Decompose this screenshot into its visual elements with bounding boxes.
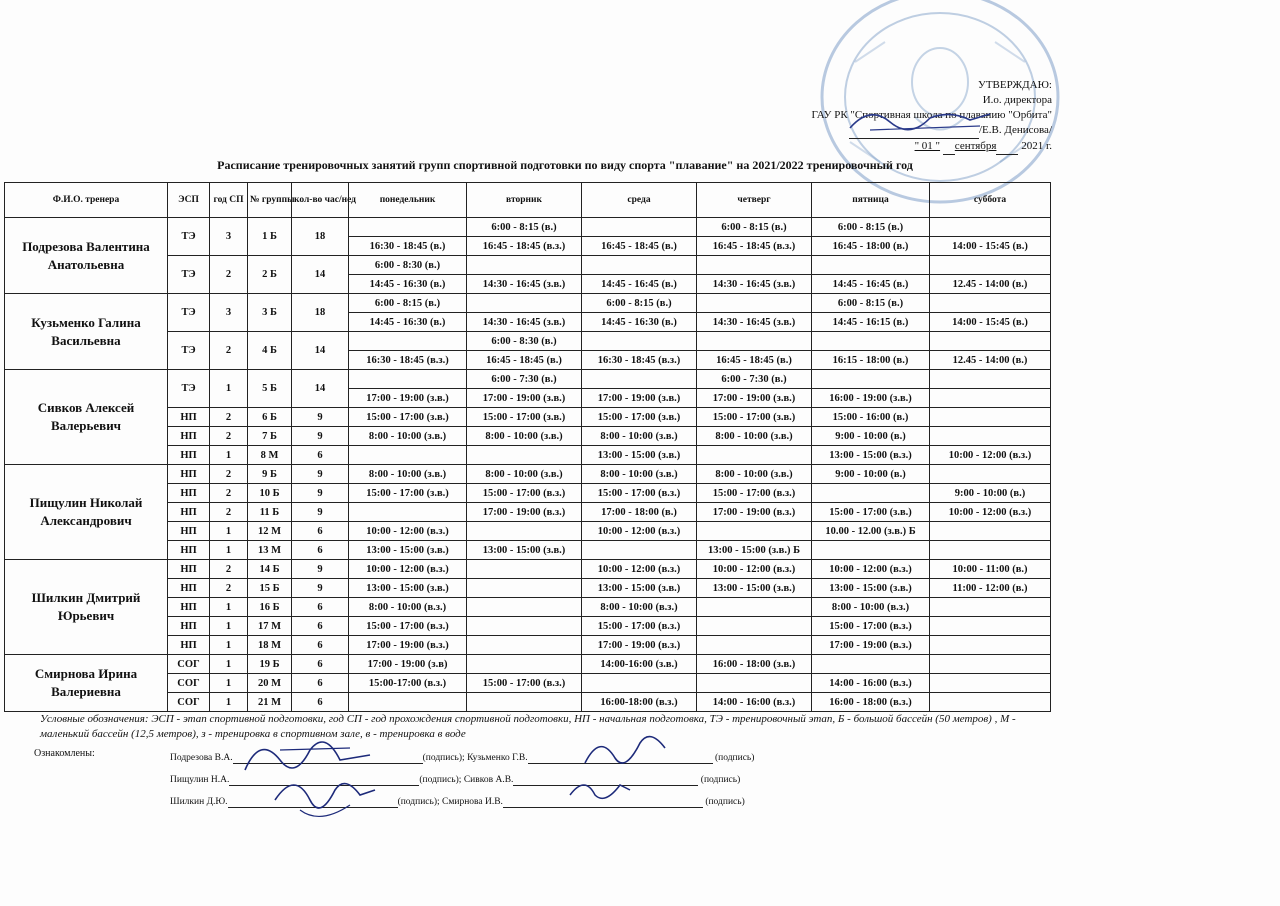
schedule-cell-monday xyxy=(349,446,467,465)
schedule-cell-friday: 10:00 - 12:00 (в.з.) xyxy=(812,560,930,579)
legend-text: Условные обозначения: ЭСП - этап спортивной подготовки, год СП - год прохождения спортивной подготовки, НП - начальная подготовка, ТЭ - тренировочный этап, Б - большой бассейн (50 метров) , М - маленький бассейн (12,5 метров), з - тренировка в спортивном зале, в - тренировка в воде xyxy=(40,713,1016,740)
schedule-cell-friday: 16:00 - 19:00 (з.в.) xyxy=(812,389,930,408)
schedule-cell-thursday xyxy=(697,256,812,275)
director-signature xyxy=(840,100,1000,140)
schedule-cell-wednesday: 8:00 - 10:00 (в.з.) xyxy=(582,598,697,617)
schedule-cell-thursday: 15:00 - 17:00 (з.в.) xyxy=(697,408,812,427)
schedule-cell-monday xyxy=(349,332,467,351)
schedule-cell-wednesday xyxy=(582,674,697,693)
sp-year: 3 xyxy=(210,218,248,256)
hours-per-week: 6 xyxy=(292,693,349,712)
document-title: Расписание тренировочных занятий групп спортивной подготовки по виду спорта "плавание" на 2021/2022 тренировочный год xyxy=(217,158,913,172)
schedule-cell-wednesday: 16:00-18:00 (в.з.) xyxy=(582,693,697,712)
schedule-cell-saturday xyxy=(930,636,1051,655)
schedule-cell-saturday xyxy=(930,370,1051,389)
schedule-cell-tuesday: 6:00 - 8:15 (в.) xyxy=(467,218,582,237)
group-number: 8 М xyxy=(248,446,292,465)
schedule-cell-saturday xyxy=(930,218,1051,237)
hours-per-week: 18 xyxy=(292,294,349,332)
group-number: 14 Б xyxy=(248,560,292,579)
schedule-cell-friday xyxy=(812,332,930,351)
group-number: 11 Б xyxy=(248,503,292,522)
group-number: 10 Б xyxy=(248,484,292,503)
schedule-cell-saturday xyxy=(930,332,1051,351)
esp: СОГ xyxy=(168,674,210,693)
schedule-cell-tuesday xyxy=(467,446,582,465)
schedule-cell-monday: 14:45 - 16:30 (в.) xyxy=(349,313,467,332)
schedule-cell-saturday xyxy=(930,427,1051,446)
schedule-cell-thursday xyxy=(697,522,812,541)
hours-per-week: 9 xyxy=(292,465,349,484)
esp: НП xyxy=(168,541,210,560)
esp: ТЭ xyxy=(168,332,210,370)
schedule-cell-monday: 17:00 - 19:00 (з.в.) xyxy=(349,389,467,408)
schedule-cell-wednesday: 13:00 - 15:00 (з.в.) xyxy=(582,579,697,598)
sp-year: 1 xyxy=(210,522,248,541)
schedule-cell-monday: 13:00 - 15:00 (з.в.) xyxy=(349,579,467,598)
schedule-cell-friday: 16:00 - 18:00 (в.з.) xyxy=(812,693,930,712)
schedule-cell-thursday: 16:45 - 18:45 (в.) xyxy=(697,351,812,370)
hours-per-week: 9 xyxy=(292,560,349,579)
schedule-cell-tuesday: 6:00 - 7:30 (в.) xyxy=(467,370,582,389)
schedule-cell-friday: 14:45 - 16:15 (в.) xyxy=(812,313,930,332)
schedule-cell-wednesday: 17:00 - 18:00 (в.) xyxy=(582,503,697,522)
approval-date-day: " 01 " xyxy=(914,140,941,152)
schedule-cell-monday: 16:30 - 18:45 (в.) xyxy=(349,237,467,256)
schedule-cell-tuesday: 6:00 - 8:30 (в.) xyxy=(467,332,582,351)
schedule-cell-wednesday: 8:00 - 10:00 (з.в.) xyxy=(582,465,697,484)
signature-label: (подпись); xyxy=(397,797,440,807)
schedule-cell-monday: 13:00 - 15:00 (з.в.) xyxy=(349,541,467,560)
schedule-cell-thursday: 16:00 - 18:00 (з.в.) xyxy=(697,655,812,674)
schedule-cell-friday: 16:45 - 18:00 (в.) xyxy=(812,237,930,256)
schedule-cell-friday xyxy=(812,655,930,674)
schedule-cell-saturday: 10:00 - 12:00 (в.з.) xyxy=(930,503,1051,522)
schedule-cell-thursday: 6:00 - 8:15 (в.) xyxy=(697,218,812,237)
schedule-cell-monday xyxy=(349,693,467,712)
schedule-cell-tuesday: 16:45 - 18:45 (в.з.) xyxy=(467,237,582,256)
schedule-cell-tuesday: 14:30 - 16:45 (з.в.) xyxy=(467,313,582,332)
group-number: 1 Б xyxy=(248,218,292,256)
group-number: 5 Б xyxy=(248,370,292,408)
schedule-cell-saturday xyxy=(930,522,1051,541)
schedule-cell-wednesday: 17:00 - 19:00 (з.в.) xyxy=(582,389,697,408)
header-saturday: суббота xyxy=(930,183,1051,218)
table-row xyxy=(5,560,1051,579)
schedule-cell-thursday xyxy=(697,446,812,465)
esp: НП xyxy=(168,579,210,598)
approval-line-2: И.о. директора xyxy=(982,94,1052,106)
signer-name: Шилкин Д.Ю. xyxy=(170,797,228,807)
schedule-cell-friday: 17:00 - 19:00 (в.з.) xyxy=(812,636,930,655)
hours-per-week: 9 xyxy=(292,484,349,503)
hours-per-week: 9 xyxy=(292,503,349,522)
schedule-cell-saturday xyxy=(930,617,1051,636)
schedule-cell-thursday: 14:00 - 16:00 (в.з.) xyxy=(697,693,812,712)
schedule-cell-wednesday: 15:00 - 17:00 (з.в.) xyxy=(582,408,697,427)
schedule-cell-saturday xyxy=(930,256,1051,275)
schedule-cell-thursday: 16:45 - 18:45 (в.з.) xyxy=(697,237,812,256)
sp-year: 2 xyxy=(210,560,248,579)
hours-per-week: 14 xyxy=(292,332,349,370)
esp: СОГ xyxy=(168,693,210,712)
signature-line xyxy=(170,753,754,764)
schedule-cell-tuesday xyxy=(467,560,582,579)
schedule-cell-friday: 16:15 - 18:00 (в.) xyxy=(812,351,930,370)
table-row xyxy=(5,655,1051,674)
schedule-cell-friday: 6:00 - 8:15 (в.) xyxy=(812,218,930,237)
esp: ТЭ xyxy=(168,218,210,256)
schedule-cell-tuesday xyxy=(467,617,582,636)
table-row xyxy=(5,218,1051,237)
group-number: 17 М xyxy=(248,617,292,636)
schedule-cell-wednesday: 14:45 - 16:45 (в.) xyxy=(582,275,697,294)
schedule-cell-tuesday: 17:00 - 19:00 (з.в.) xyxy=(467,389,582,408)
schedule-cell-tuesday: 15:00 - 17:00 (в.з.) xyxy=(467,674,582,693)
group-number: 18 М xyxy=(248,636,292,655)
sp-year: 3 xyxy=(210,294,248,332)
schedule-cell-tuesday xyxy=(467,579,582,598)
schedule-cell-monday xyxy=(349,370,467,389)
schedule-cell-thursday xyxy=(697,636,812,655)
schedule-cell-friday: 13:00 - 15:00 (в.з.) xyxy=(812,446,930,465)
schedule-cell-friday: 10.00 - 12.00 (з.в.) Б xyxy=(812,522,930,541)
schedule-cell-friday xyxy=(812,370,930,389)
schedule-cell-monday: 8:00 - 10:00 (з.в.) xyxy=(349,465,467,484)
schedule-cell-friday: 9:00 - 10:00 (в.) xyxy=(812,465,930,484)
hours-per-week: 6 xyxy=(292,522,349,541)
schedule-cell-thursday: 10:00 - 12:00 (в.з.) xyxy=(697,560,812,579)
schedule-cell-monday: 10:00 - 12:00 (в.з.) xyxy=(349,522,467,541)
hours-per-week: 6 xyxy=(292,636,349,655)
header-sp-year: год СП xyxy=(210,183,248,218)
schedule-cell-monday: 16:30 - 18:45 (в.з.) xyxy=(349,351,467,370)
schedule-cell-wednesday: 15:00 - 17:00 (в.з.) xyxy=(582,484,697,503)
hours-per-week: 6 xyxy=(292,674,349,693)
signer-name: Кузьменко Г.В. xyxy=(467,753,528,763)
schedule-cell-saturday: 9:00 - 10:00 (в.) xyxy=(930,484,1051,503)
schedule-cell-wednesday: 13:00 - 15:00 (з.в.) xyxy=(582,446,697,465)
sp-year: 2 xyxy=(210,465,248,484)
esp: НП xyxy=(168,503,210,522)
table-header-row xyxy=(5,183,1051,218)
schedule-cell-monday: 17:00 - 19:00 (з.в) xyxy=(349,655,467,674)
signer-name: Пищулин Н.А. xyxy=(170,775,230,785)
hours-per-week: 18 xyxy=(292,218,349,256)
group-number: 16 Б xyxy=(248,598,292,617)
group-number: 9 Б xyxy=(248,465,292,484)
schedule-cell-thursday: 13:00 - 15:00 (з.в.) xyxy=(697,579,812,598)
approval-date-month: сентября xyxy=(954,140,997,152)
signature-label: (подпись); xyxy=(419,775,462,785)
sp-year: 2 xyxy=(210,332,248,370)
schedule-cell-thursday: 13:00 - 15:00 (з.в.) Б xyxy=(697,541,812,560)
coach-name: Подрезова Валентина Анатольевна xyxy=(5,218,168,294)
sp-year: 1 xyxy=(210,617,248,636)
header-friday: пятница xyxy=(812,183,930,218)
schedule-cell-wednesday: 14:45 - 16:30 (в.) xyxy=(582,313,697,332)
schedule-cell-tuesday xyxy=(467,693,582,712)
schedule-cell-friday: 6:00 - 8:15 (в.) xyxy=(812,294,930,313)
approval-date xyxy=(732,139,1052,155)
sp-year: 1 xyxy=(210,693,248,712)
esp: НП xyxy=(168,408,210,427)
hours-per-week: 6 xyxy=(292,598,349,617)
esp: ТЭ xyxy=(168,294,210,332)
sp-year: 1 xyxy=(210,674,248,693)
schedule-cell-saturday xyxy=(930,655,1051,674)
schedule-cell-tuesday: 13:00 - 15:00 (з.в.) xyxy=(467,541,582,560)
schedule-cell-saturday: 12.45 - 14:00 (в.) xyxy=(930,275,1051,294)
hours-per-week: 6 xyxy=(292,541,349,560)
table-row xyxy=(5,370,1051,389)
group-number: 4 Б xyxy=(248,332,292,370)
group-number: 19 Б xyxy=(248,655,292,674)
schedule-cell-saturday: 11:00 - 12:00 (в.) xyxy=(930,579,1051,598)
header-wednesday: среда xyxy=(582,183,697,218)
sp-year: 2 xyxy=(210,503,248,522)
header-monday: понедельник xyxy=(349,183,467,218)
schedule-cell-saturday xyxy=(930,389,1051,408)
group-number: 2 Б xyxy=(248,256,292,294)
schedule-cell-wednesday: 10:00 - 12:00 (в.з.) xyxy=(582,522,697,541)
schedule-cell-monday: 17:00 - 19:00 (в.з.) xyxy=(349,636,467,655)
signature-line xyxy=(170,775,740,786)
schedule-cell-tuesday: 15:00 - 17:00 (в.з.) xyxy=(467,484,582,503)
schedule-cell-saturday xyxy=(930,693,1051,712)
header-tuesday: вторник xyxy=(467,183,582,218)
sp-year: 1 xyxy=(210,598,248,617)
group-number: 15 Б xyxy=(248,579,292,598)
schedule-cell-monday: 10:00 - 12:00 (в.з.) xyxy=(349,560,467,579)
acknowledged-label: Ознакомлены: xyxy=(34,748,95,759)
schedule-cell-thursday xyxy=(697,617,812,636)
schedule-cell-friday: 15:00 - 16:00 (в.) xyxy=(812,408,930,427)
schedule-cell-friday: 15:00 - 17:00 (з.в.) xyxy=(812,503,930,522)
schedule-cell-saturday xyxy=(930,465,1051,484)
schedule-cell-friday: 8:00 - 10:00 (в.з.) xyxy=(812,598,930,617)
schedule-cell-saturday xyxy=(930,408,1051,427)
schedule-cell-friday xyxy=(812,256,930,275)
schedule-cell-wednesday: 16:30 - 18:45 (в.з.) xyxy=(582,351,697,370)
group-number: 13 М xyxy=(248,541,292,560)
schedule-cell-tuesday: 16:45 - 18:45 (в.) xyxy=(467,351,582,370)
signature-label: (подпись) xyxy=(705,797,745,807)
group-number: 12 М xyxy=(248,522,292,541)
schedule-cell-saturday: 14:00 - 15:45 (в.) xyxy=(930,237,1051,256)
esp: НП xyxy=(168,636,210,655)
schedule-cell-thursday: 8:00 - 10:00 (з.в.) xyxy=(697,427,812,446)
signer-name: Сивков А.В. xyxy=(463,775,514,785)
group-number: 7 Б xyxy=(248,427,292,446)
sp-year: 2 xyxy=(210,579,248,598)
schedule-cell-wednesday: 15:00 - 17:00 (в.з.) xyxy=(582,617,697,636)
schedule-cell-monday: 6:00 - 8:30 (в.) xyxy=(349,256,467,275)
coach-name: Кузьменко Галина Васильевна xyxy=(5,294,168,370)
esp: НП xyxy=(168,560,210,579)
schedule-cell-monday xyxy=(349,218,467,237)
hours-per-week: 14 xyxy=(292,370,349,408)
header-thursday: четверг xyxy=(697,183,812,218)
schedule-cell-friday: 9:00 - 10:00 (в.) xyxy=(812,427,930,446)
esp: СОГ xyxy=(168,655,210,674)
esp: НП xyxy=(168,427,210,446)
schedule-cell-monday: 15:00 - 17:00 (з.в.) xyxy=(349,484,467,503)
schedule-cell-wednesday xyxy=(582,256,697,275)
hours-per-week: 9 xyxy=(292,408,349,427)
approval-line-3: ГАУ РК "Спортивная школа по плаванию "Орбита" xyxy=(811,109,1052,121)
schedule-cell-tuesday: 15:00 - 17:00 (з.в.) xyxy=(467,408,582,427)
schedule-cell-monday: 15:00 - 17:00 (в.з.) xyxy=(349,617,467,636)
schedule-cell-thursday: 15:00 - 17:00 (в.з.) xyxy=(697,484,812,503)
esp: НП xyxy=(168,484,210,503)
table-row xyxy=(5,294,1051,313)
approval-director-name: /Е.В. Денисова/ xyxy=(978,124,1052,136)
schedule-cell-tuesday: 8:00 - 10:00 (з.в.) xyxy=(467,465,582,484)
schedule-cell-wednesday: 17:00 - 19:00 (в.з.) xyxy=(582,636,697,655)
signature-line xyxy=(170,797,745,808)
schedule-cell-thursday: 17:00 - 19:00 (з.в.) xyxy=(697,389,812,408)
schedule-cell-thursday: 14:30 - 16:45 (з.в.) xyxy=(697,275,812,294)
coach-name: Пищулин Николай Александрович xyxy=(5,465,168,560)
group-number: 6 Б xyxy=(248,408,292,427)
hours-per-week: 9 xyxy=(292,427,349,446)
header-coach: Ф.И.О. тренера xyxy=(5,183,168,218)
schedule-cell-saturday xyxy=(930,294,1051,313)
schedule-cell-wednesday xyxy=(582,332,697,351)
schedule-cell-thursday: 6:00 - 7:30 (в.) xyxy=(697,370,812,389)
esp: НП xyxy=(168,598,210,617)
hours-per-week: 14 xyxy=(292,256,349,294)
schedule-cell-friday xyxy=(812,484,930,503)
coach-name: Смирнова Ирина Валериевна xyxy=(5,655,168,712)
schedule-cell-friday: 14:00 - 16:00 (в.з.) xyxy=(812,674,930,693)
group-number: 21 М xyxy=(248,693,292,712)
schedule-cell-monday xyxy=(349,503,467,522)
esp: ТЭ xyxy=(168,256,210,294)
schedule-cell-monday: 6:00 - 8:15 (в.) xyxy=(349,294,467,313)
coach-name: Шилкин Дмитрий Юрьевич xyxy=(5,560,168,655)
schedule-cell-saturday: 12.45 - 14:00 (в.) xyxy=(930,351,1051,370)
esp: НП xyxy=(168,522,210,541)
schedule-cell-saturday xyxy=(930,674,1051,693)
header-esp: ЭСП xyxy=(168,183,210,218)
schedule-cell-wednesday: 8:00 - 10:00 (з.в.) xyxy=(582,427,697,446)
sp-year: 1 xyxy=(210,636,248,655)
approval-date-year: 2021 г. xyxy=(1021,140,1052,152)
schedule-cell-saturday: 14:00 - 15:45 (в.) xyxy=(930,313,1051,332)
sp-year: 1 xyxy=(210,541,248,560)
sp-year: 2 xyxy=(210,256,248,294)
table-row xyxy=(5,465,1051,484)
schedule-cell-tuesday xyxy=(467,655,582,674)
schedule-cell-wednesday: 6:00 - 8:15 (в.) xyxy=(582,294,697,313)
schedule-cell-friday: 13:00 - 15:00 (з.в.) xyxy=(812,579,930,598)
schedule-cell-wednesday xyxy=(582,541,697,560)
header-hours-per-week: кол-во час/нед xyxy=(292,183,349,218)
hours-per-week: 6 xyxy=(292,446,349,465)
schedule-cell-friday xyxy=(812,541,930,560)
sp-year: 2 xyxy=(210,408,248,427)
signer-name: Смирнова И.В. xyxy=(442,797,503,807)
schedule-cell-tuesday: 14:30 - 16:45 (з.в.) xyxy=(467,275,582,294)
schedule-cell-tuesday xyxy=(467,256,582,275)
sp-year: 2 xyxy=(210,484,248,503)
schedule-cell-thursday xyxy=(697,294,812,313)
schedule-cell-thursday xyxy=(697,332,812,351)
schedule-cell-saturday xyxy=(930,541,1051,560)
esp: ТЭ xyxy=(168,370,210,408)
schedule-cell-thursday xyxy=(697,598,812,617)
signature-label: (подпись) xyxy=(714,753,755,763)
schedule-cell-thursday: 8:00 - 10:00 (з.в.) xyxy=(697,465,812,484)
schedule-cell-tuesday xyxy=(467,522,582,541)
header-group-number: № группы xyxy=(248,183,292,218)
coach-name: Сивков Алексей Валерьевич xyxy=(5,370,168,465)
schedule-cell-tuesday xyxy=(467,294,582,313)
schedule-cell-wednesday xyxy=(582,370,697,389)
schedule-cell-monday: 15:00-17:00 (в.з.) xyxy=(349,674,467,693)
schedule-cell-thursday xyxy=(697,674,812,693)
schedule-cell-friday: 15:00 - 17:00 (в.з.) xyxy=(812,617,930,636)
approval-line-1: УТВЕРЖДАЮ: xyxy=(978,79,1052,91)
signature-label: (подпись); xyxy=(422,753,465,763)
schedule-cell-tuesday: 8:00 - 10:00 (з.в.) xyxy=(467,427,582,446)
schedule-cell-wednesday: 16:45 - 18:45 (в.) xyxy=(582,237,697,256)
hours-per-week: 6 xyxy=(292,655,349,674)
sp-year: 2 xyxy=(210,427,248,446)
esp: НП xyxy=(168,465,210,484)
schedule-cell-saturday xyxy=(930,598,1051,617)
schedule-cell-tuesday xyxy=(467,636,582,655)
schedule-cell-thursday: 14:30 - 16:45 (з.в.) xyxy=(697,313,812,332)
group-number: 3 Б xyxy=(248,294,292,332)
schedule-table xyxy=(4,182,1051,712)
schedule-cell-friday: 14:45 - 16:45 (в.) xyxy=(812,275,930,294)
esp: НП xyxy=(168,446,210,465)
schedule-cell-monday: 14:45 - 16:30 (в.) xyxy=(349,275,467,294)
schedule-cell-monday: 8:00 - 10:00 (з.в.) xyxy=(349,427,467,446)
schedule-cell-monday: 8:00 - 10:00 (в.з.) xyxy=(349,598,467,617)
signer-name: Подрезова В.А. xyxy=(170,753,233,763)
schedule-cell-wednesday: 10:00 - 12:00 (в.з.) xyxy=(582,560,697,579)
schedule-cell-saturday: 10:00 - 11:00 (в.) xyxy=(930,560,1051,579)
schedule-cell-thursday: 17:00 - 19:00 (в.з.) xyxy=(697,503,812,522)
group-number: 20 М xyxy=(248,674,292,693)
sp-year: 1 xyxy=(210,655,248,674)
sp-year: 1 xyxy=(210,370,248,408)
hours-per-week: 9 xyxy=(292,579,349,598)
hours-per-week: 6 xyxy=(292,617,349,636)
sp-year: 1 xyxy=(210,446,248,465)
schedule-cell-wednesday xyxy=(582,218,697,237)
schedule-cell-tuesday: 17:00 - 19:00 (в.з.) xyxy=(467,503,582,522)
signature-label: (подпись) xyxy=(700,775,741,785)
esp: НП xyxy=(168,617,210,636)
schedule-cell-monday: 15:00 - 17:00 (з.в.) xyxy=(349,408,467,427)
schedule-cell-saturday: 10:00 - 12:00 (в.з.) xyxy=(930,446,1051,465)
schedule-cell-wednesday: 14:00-16:00 (з.в.) xyxy=(582,655,697,674)
schedule-cell-tuesday xyxy=(467,598,582,617)
